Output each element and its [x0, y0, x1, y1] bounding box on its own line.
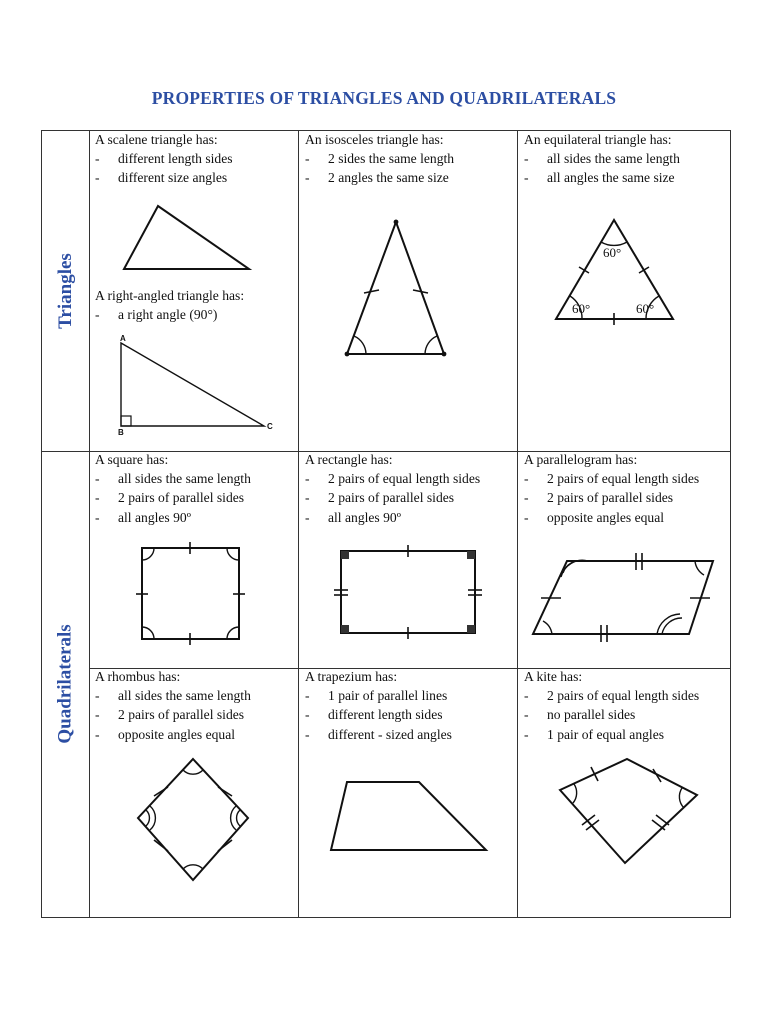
property-item: - all angles 90º	[95, 508, 251, 527]
vertex-label-c: C	[267, 422, 273, 431]
property-item: - 1 pair of equal angles	[524, 725, 699, 744]
property-item: - all angles 90º	[305, 508, 480, 527]
row-label-text: Triangles	[54, 253, 76, 329]
property-item: - 2 angles the same size	[305, 168, 454, 187]
property-item: - different length sides	[305, 705, 452, 724]
cell-heading: A rhombus has:	[95, 669, 181, 684]
equal-side-tick	[656, 815, 669, 825]
property-item: - 2 pairs of parallel sides	[524, 488, 699, 507]
property-item: - 2 sides the same length	[305, 149, 454, 168]
property-item: - all sides the same length	[524, 149, 680, 168]
page-title: PROPERTIES OF TRIANGLES AND QUADRILATERALS	[151, 88, 617, 108]
row-label-text: Quadrilaterals	[54, 624, 76, 744]
property-item: - different - sized angles	[305, 725, 452, 744]
property-item: - different size angles	[95, 168, 233, 187]
cell-heading: A right-angled triangle has:	[95, 288, 245, 303]
angle-label: 60°	[603, 245, 622, 260]
cell-heading: A scalene triangle has:	[95, 132, 218, 147]
vertex-label-a: A	[120, 334, 126, 343]
property-item: - no parallel sides	[524, 705, 699, 724]
property-item: - 1 pair of parallel lines	[305, 686, 452, 705]
angle-arc	[573, 784, 577, 803]
property-item: - opposite angles equal	[95, 725, 251, 744]
angle-arc	[679, 788, 684, 808]
equal-side-tick	[652, 820, 665, 830]
cell-heading: A rectangle has:	[305, 452, 393, 467]
property-item: - different length sides	[95, 149, 233, 168]
angle-label: 60°	[572, 301, 591, 316]
cell-heading: An isosceles triangle has:	[305, 132, 444, 147]
kite-shape	[560, 759, 697, 863]
property-item: - 2 pairs of equal length sides	[524, 469, 699, 488]
property-item: - 2 pairs of equal length sides	[305, 469, 480, 488]
angle-label: 60°	[636, 301, 655, 316]
property-item: - 2 pairs of parallel sides	[95, 488, 251, 507]
cell-heading: A trapezium has:	[305, 669, 398, 684]
cell-heading: A kite has:	[524, 669, 583, 684]
cell-heading: A square has:	[95, 452, 169, 467]
property-item: - 2 pairs of equal length sides	[524, 686, 699, 705]
property-item: - 2 pairs of parallel sides	[95, 705, 251, 724]
cell-heading: An equilateral triangle has:	[524, 132, 672, 147]
property-item: - all sides the same length	[95, 686, 251, 705]
property-item: - opposite angles equal	[524, 508, 699, 527]
property-item: - all angles the same size	[524, 168, 680, 187]
property-item: - 2 pairs of parallel sides	[305, 488, 480, 507]
cell-heading: A parallelogram has:	[524, 452, 638, 467]
property-item: - all sides the same length	[95, 469, 251, 488]
vertex-label-b: B	[118, 428, 124, 437]
property-item: - a right angle (90°)	[95, 305, 244, 324]
